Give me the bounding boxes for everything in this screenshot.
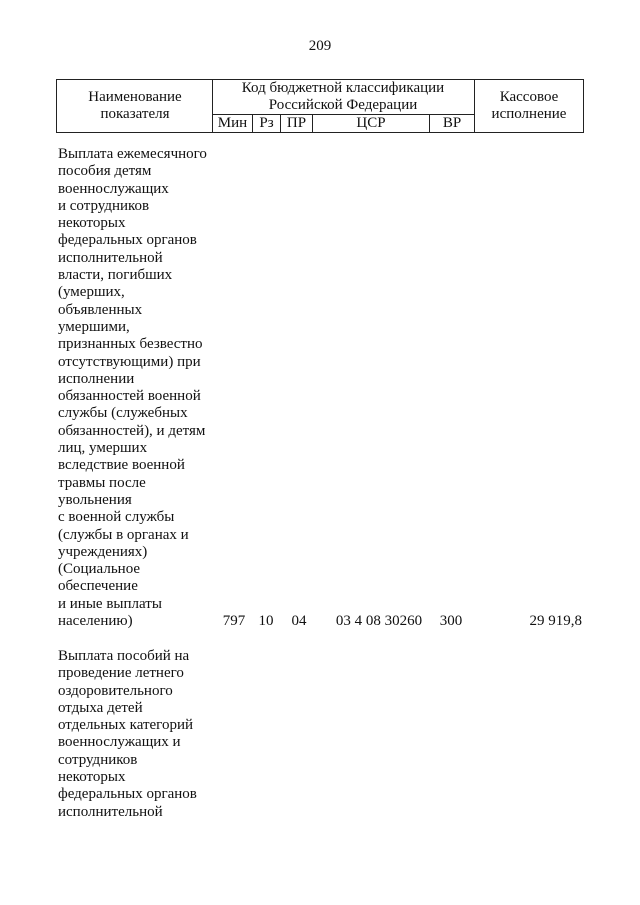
header-pr: ПР bbox=[286, 115, 307, 131]
header-rz: Рз bbox=[259, 115, 274, 131]
row-description: Выплата ежемесячного пособия детям военнослужащих и сотрудников некоторых федеральных органов исполнительной власти, погибших (умерших, объявленных умершими, признанных безвестно отсутствующими) при исполнении обязанностей военной службы (служебных обязанностей), и детям лиц, умерших вследствие военной травмы после увольнения с военной службы (службы в органах и учреждениях) (Социальное обеспечение и иные выплаты населению) bbox=[58, 146, 207, 630]
header-divider-execution bbox=[474, 79, 475, 133]
header-left-border bbox=[56, 79, 57, 133]
page-number: 209 bbox=[308, 38, 332, 54]
row-pr: 04 bbox=[291, 613, 307, 629]
table-row bbox=[58, 146, 584, 632]
header-right-border bbox=[583, 79, 584, 133]
row-csr: 03 4 08 30260 bbox=[335, 613, 423, 629]
header-execution-column: Кассовое исполнение bbox=[491, 89, 567, 122]
header-csr: ЦСР bbox=[356, 115, 386, 131]
header-min: Мин bbox=[217, 115, 248, 131]
row-description: Выплата пособий на проведение летнего оздоровительного отдыха детей отдельных категорий военнослужащих и сотрудников некоторых федеральных органов исполнительной bbox=[58, 648, 197, 820]
header-code-group: Код бюджетной классификации Российской Федерации bbox=[241, 80, 445, 113]
row-vr: 300 bbox=[439, 613, 463, 629]
table-row bbox=[58, 648, 584, 828]
row-rz: 10 bbox=[258, 613, 274, 629]
row-amount: 29 919,8 bbox=[529, 613, 582, 629]
table-header bbox=[56, 79, 584, 133]
header-name-column: Наименование показателя bbox=[88, 89, 182, 122]
header-bottom-border bbox=[56, 132, 584, 133]
header-vr: ВР bbox=[442, 115, 462, 131]
row-min: 797 bbox=[222, 613, 246, 629]
